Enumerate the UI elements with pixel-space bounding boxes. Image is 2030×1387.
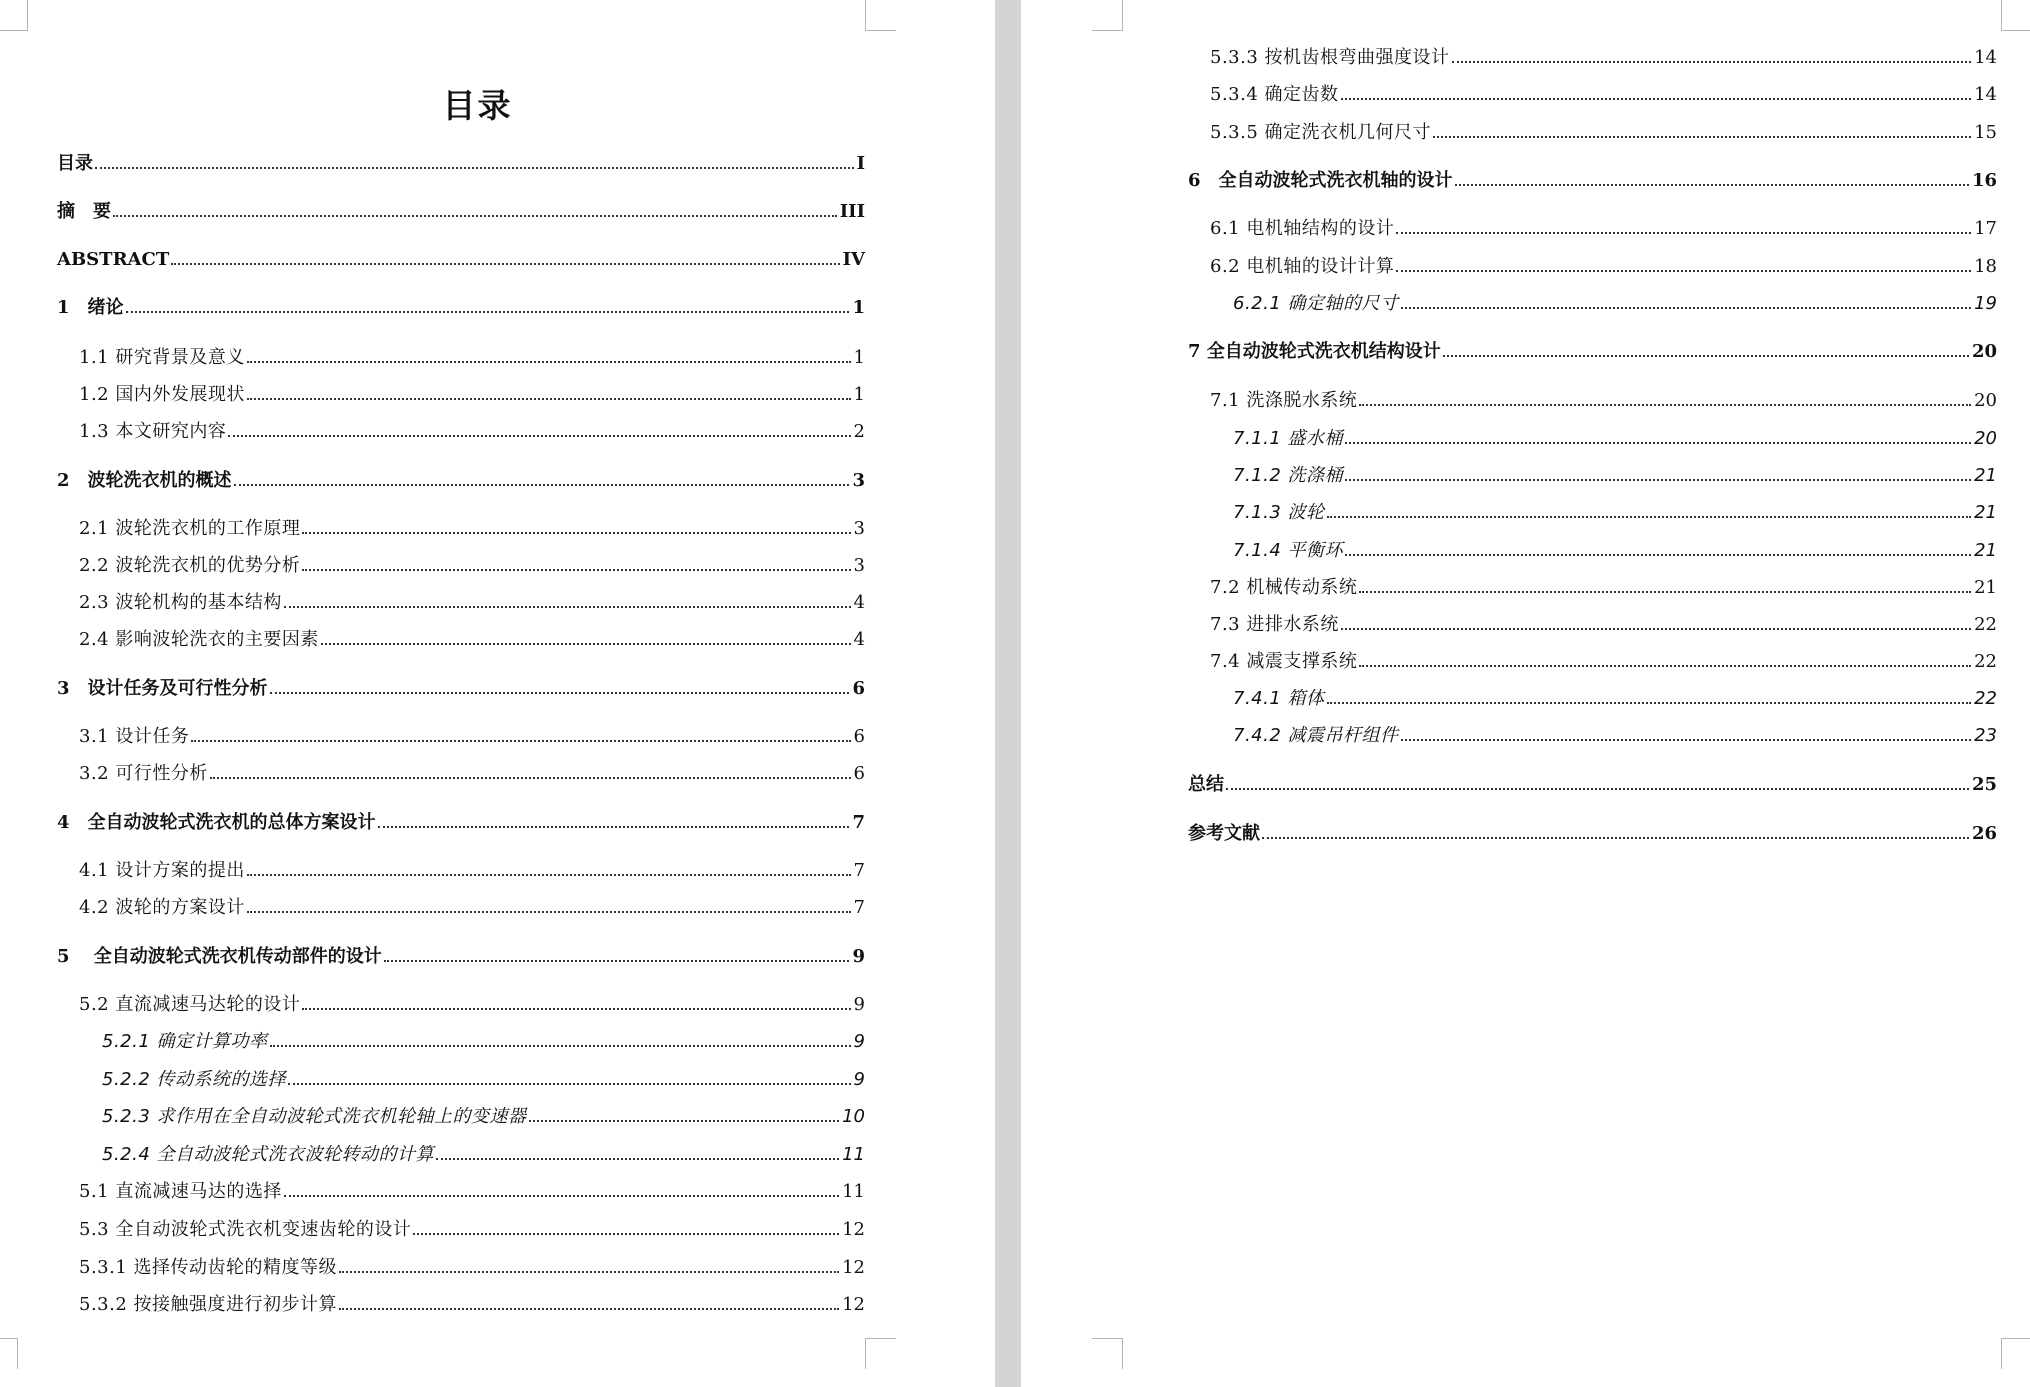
toc-entry[interactable]: 5 全自动波轮式洗衣机传动部件的设计 9 (57, 946, 865, 967)
toc-entry[interactable]: 2.4 影响波轮洗衣的主要因素 4 (79, 629, 865, 650)
toc-entry[interactable]: 4.1 设计方案的提出 7 (79, 860, 865, 881)
toc-entry[interactable]: 7.4.2 减震吊杆组件 23 (1233, 725, 1997, 746)
toc-entry[interactable]: 参考文献 26 (1188, 823, 1997, 844)
crop-mark-top-left (0, 0, 28, 31)
toc-entry[interactable]: 4 全自动波轮式洗衣机的总体方案设计 7 (57, 812, 865, 833)
toc-entry[interactable]: 5.2.1 确定计算功率 9 (102, 1031, 865, 1052)
toc-entry[interactable]: 5.2 直流减速马达轮的设计 9 (79, 994, 865, 1015)
crop-mark-bottom-left (0, 1338, 18, 1369)
toc-entry[interactable]: 6 全自动波轮式洗衣机轴的设计 16 (1188, 170, 1997, 191)
toc-entry[interactable]: 7.3 进排水系统 22 (1210, 614, 1997, 635)
toc-entry[interactable]: 6.2 电机轴的设计计算 18 (1210, 256, 1997, 277)
crop-mark-bottom-left (1092, 1338, 1123, 1369)
toc-entry[interactable]: 6.1 电机轴结构的设计 17 (1210, 218, 1997, 239)
toc-entry[interactable]: 7.1 洗涤脱水系统 20 (1210, 390, 1997, 411)
toc-entry[interactable]: 摘 要 III (57, 201, 865, 222)
toc-entry[interactable]: 5.3.4 确定齿数 14 (1210, 84, 1997, 105)
toc-entry[interactable]: 7.1.2 洗涤桶 21 (1233, 465, 1997, 486)
toc-entry[interactable]: 7.2 机械传动系统 21 (1210, 577, 1997, 598)
crop-mark-top-right (865, 0, 896, 31)
toc-entry[interactable]: 5.3.1 选择传动齿轮的精度等级 12 (79, 1257, 865, 1278)
toc-entry[interactable]: 5.3.3 按机齿根弯曲强度设计 14 (1210, 47, 1997, 68)
toc-entry[interactable]: 5.3 全自动波轮式洗衣机变速齿轮的设计 12 (79, 1219, 865, 1240)
toc-entry[interactable]: 7.1.4 平衡环 21 (1233, 540, 1997, 561)
toc-entry[interactable]: 7.1.3 波轮 21 (1233, 502, 1997, 523)
toc-entry[interactable]: 1 绪论 1 (57, 297, 865, 318)
toc-entry[interactable]: 5.3.5 确定洗衣机几何尺寸 15 (1210, 122, 1997, 143)
toc-entry[interactable]: 7.1.1 盛水桶 20 (1233, 428, 1997, 449)
toc-entry[interactable]: 4.2 波轮的方案设计 7 (79, 897, 865, 918)
document-page-right (1021, 0, 2030, 1387)
toc-entry[interactable]: ABSTRACT IV (57, 249, 865, 270)
toc-entry[interactable]: 7.4 减震支撑系统 22 (1210, 651, 1997, 672)
toc-entry[interactable]: 3.1 设计任务 6 (79, 726, 865, 747)
toc-entry[interactable]: 3.2 可行性分析 6 (79, 763, 865, 784)
page-gutter (995, 0, 1021, 1387)
toc-entry[interactable]: 2 波轮洗衣机的概述 3 (57, 470, 865, 491)
toc-entry[interactable]: 目录 I (57, 153, 865, 174)
toc-entry[interactable]: 1.3 本文研究内容 2 (79, 421, 865, 442)
crop-mark-top-left (1092, 0, 1123, 31)
toc-entry[interactable]: 5.2.4 全自动波轮式洗衣波轮转动的计算 11 (102, 1144, 865, 1165)
toc-entry[interactable]: 2.1 波轮洗衣机的工作原理 3 (79, 518, 865, 539)
crop-mark-bottom-right (2001, 1338, 2030, 1369)
toc-entry[interactable]: 6.2.1 确定轴的尺寸 19 (1233, 293, 1997, 314)
document-page-left (0, 0, 995, 1387)
toc-entry[interactable]: 5.1 直流减速马达的选择 11 (79, 1181, 865, 1202)
toc-entry[interactable]: 3 设计任务及可行性分析 6 (57, 678, 865, 699)
toc-entry[interactable]: 2.3 波轮机构的基本结构 4 (79, 592, 865, 613)
toc-entry[interactable]: 5.2.2 传动系统的选择 9 (102, 1069, 865, 1090)
toc-entry[interactable]: 总结 25 (1188, 774, 1997, 795)
crop-mark-top-right (2001, 0, 2030, 31)
toc-entry[interactable]: 1.1 研究背景及意义 1 (79, 347, 865, 368)
toc-entry[interactable]: 5.2.3 求作用在全自动波轮式洗衣机轮轴上的变速器 10 (102, 1106, 865, 1127)
toc-entry[interactable]: 2.2 波轮洗衣机的优势分析 3 (79, 555, 865, 576)
toc-entry[interactable]: 5.3.2 按接触强度进行初步计算 12 (79, 1294, 865, 1315)
toc-entry[interactable]: 1.2 国内外发展现状 1 (79, 384, 865, 405)
crop-mark-bottom-right (865, 1338, 896, 1369)
toc-entry[interactable]: 7 全自动波轮式洗衣机结构设计 20 (1188, 341, 1997, 362)
toc-entry[interactable]: 7.4.1 箱体 22 (1233, 688, 1997, 709)
toc-title: 目录 (442, 86, 513, 125)
